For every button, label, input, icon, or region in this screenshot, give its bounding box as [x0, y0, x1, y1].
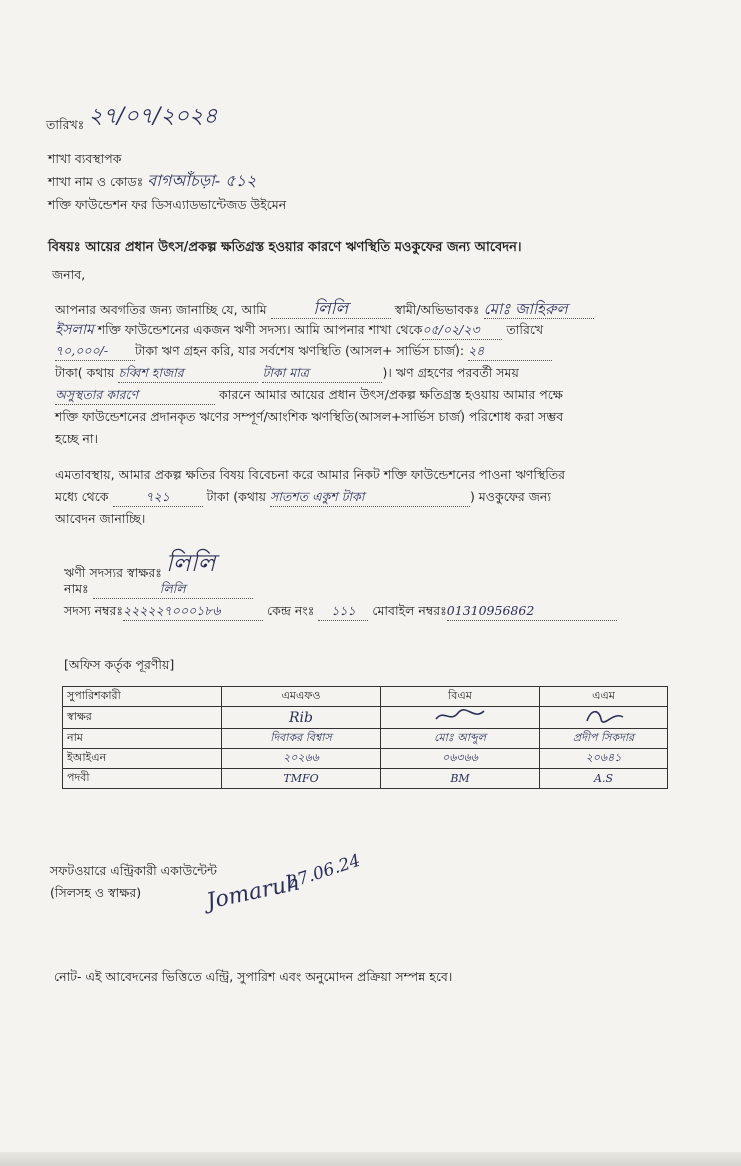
mfo-name: দিবাকর বিশ্বাস	[222, 729, 381, 749]
member-number-label: সদস্য নম্বরঃ	[64, 603, 124, 618]
accountant-title: সফটওয়ারে এন্ট্রিকারী একাউন্টেন্ট	[50, 863, 217, 878]
body-text: স্বামী/অভিভাবকঃ	[394, 302, 480, 317]
loan-amount: ৭০,০০০/-	[55, 342, 135, 361]
page-edge	[0, 1152, 741, 1166]
body-text: আপনার অবগতির জন্য জানাচ্ছি যে, আমি	[55, 302, 267, 317]
table-row	[63, 729, 668, 749]
bm-designation: BM	[381, 769, 540, 789]
bm-ein: ০৬৩৬৬	[381, 749, 540, 769]
am-designation: A.S	[540, 769, 668, 789]
bm-signature	[381, 707, 540, 729]
am-ein: ২০৬৪১	[540, 749, 668, 769]
branch-code: বাগআঁচড়া- ৫১২	[147, 171, 257, 190]
member-info-line	[64, 602, 617, 621]
date-line	[46, 104, 218, 134]
member-number: ২২২২২৭০০০১৮৬	[123, 602, 263, 621]
am-signature	[540, 707, 668, 729]
bm-name: মোঃ আব্দুল	[381, 729, 540, 749]
member-signature: লিলি	[165, 549, 216, 577]
mobile-number: 01310956862	[447, 602, 617, 621]
table-row	[63, 707, 668, 729]
body-text: মধ্যে থেকে	[55, 489, 109, 504]
accountant-seal-label: (সিলসহ ও স্বাক্ষর)	[50, 885, 142, 900]
accountant-date: 27.06.24	[284, 850, 363, 894]
signature-scribble-icon	[579, 707, 629, 725]
recipient-title: শাখা ব্যবস্থাপক	[48, 151, 122, 166]
row-label: ইআইএন	[63, 749, 222, 769]
body-p2-line-1: এমতাবস্থায়, আমার প্রকল্প ক্ষতির বিষয় বিবেচনা করে আমার নিকট শক্তি ফাউন্ডেশনের পাওনা ঋণস্থিতির	[55, 467, 566, 482]
branch-line	[48, 172, 256, 191]
recommendation-table	[62, 686, 668, 789]
header-cell: এএম	[540, 687, 668, 707]
am-name: প্রদীপ সিকদার	[540, 729, 668, 749]
table-header-row	[63, 687, 668, 707]
body-text: তারিখে	[506, 322, 544, 337]
body-p2-line-2	[55, 488, 551, 507]
mfo-designation: TMFO	[222, 769, 381, 789]
office-section-title: [অফিস কর্তৃক পূরণীয়]	[64, 657, 175, 672]
body-line-7: হচ্ছে না।	[55, 431, 98, 446]
loan-date: ০৫/০২/২৩	[422, 321, 502, 340]
header-cell: বিএম	[381, 687, 540, 707]
member-signature-line	[64, 549, 216, 582]
member-signature-label: ঋণী সদস্যর স্বাক্ষরঃ	[64, 565, 162, 580]
body-text: টাকা ঋণ গ্রহন করি, যার সর্বশেষ ঋণস্থিতি (আসল+ সার্ভিস চার্জ):	[135, 343, 465, 358]
row-label: নাম	[63, 729, 222, 749]
body-line-2	[55, 321, 543, 340]
body-line-3	[55, 342, 552, 361]
body-text: টাকা (কথায়	[206, 489, 266, 504]
body-line-5	[55, 386, 563, 405]
body-text: টাকা( কথায়	[55, 365, 115, 380]
guardian-name: মোঃ জাহিরুল	[484, 300, 594, 319]
accountant-signature: Jomaruh	[204, 870, 303, 915]
body-line-6: শক্তি ফাউন্ডেশনের প্রদানকৃত ঋণের সম্পূর্ণ/আংশিক ঋণস্থিতি(আসল+সার্ভিস চার্জ) পরিশোধ করা সম্ভব	[55, 409, 564, 424]
loan-balance: ২৪	[468, 342, 552, 361]
table-row	[63, 769, 668, 789]
member-name-label: নামঃ	[64, 581, 89, 596]
branch-label: শাখা নাম ও কোডঃ	[48, 174, 144, 189]
body-text: শক্তি ফাউন্ডেশনের একজন ঋণী সদস্য। আমি আপনার শাখা থেকে	[97, 322, 423, 337]
body-text: কারনে আমার আয়ের প্রধান উৎস/প্রকল্প ক্ষতিগ্রস্ত হওয়ায় আমার পক্ষে	[218, 387, 563, 402]
waive-words: সাতশত একুশ টাকা	[270, 488, 470, 507]
center-number: ১১১	[318, 602, 368, 621]
header-cell: সুপারিশকারী	[63, 687, 222, 707]
body-text: ) মওকুফের জন্য	[469, 489, 551, 504]
mfo-signature: Rib	[222, 707, 381, 729]
member-name: লিলি	[93, 580, 253, 599]
signature-scribble-icon	[430, 707, 490, 725]
body-line-1	[55, 300, 594, 319]
applicant-name: লিলি	[271, 300, 391, 319]
footer-note: নোট- এই আবেদনের ভিত্তিতে এন্ট্রি, সুপারিশ এবং অনুমোদন প্রক্রিয়া সম্পন্ন হবে।	[54, 969, 453, 984]
balance-words-cont: টাকা মাত্র	[262, 364, 382, 383]
damage-reason: অসুস্থতার কারণে	[55, 386, 215, 405]
waive-amount: ৭২১	[113, 488, 203, 507]
table-row	[63, 749, 668, 769]
organization-name: শক্তি ফাউন্ডেশন ফর ডিসএ্যাডভান্টেজড উইমেন	[48, 197, 287, 212]
guardian-name-cont: ইসলাম	[55, 322, 94, 338]
header-cell: এমএফও	[222, 687, 381, 707]
subject-line: বিষয়ঃ আয়ের প্রধান উৎস/প্রকল্প ক্ষতিগ্রস্ত হওয়ার কারণে ঋণস্থিতি মওকুফের জন্য আবেদন।	[48, 240, 522, 255]
balance-words: চব্বিশ হাজার	[118, 364, 258, 383]
member-name-line	[64, 580, 253, 599]
date-label: তারিখঃ	[46, 117, 85, 132]
mfo-ein: ২০২৬৬	[222, 749, 381, 769]
row-label: স্বাক্ষর	[63, 707, 222, 729]
center-label: কেন্দ্র নংঃ	[267, 603, 315, 618]
body-line-4	[55, 364, 519, 383]
mobile-label: মোবাইল নম্বরঃ	[372, 603, 447, 618]
row-label: পদবী	[63, 769, 222, 789]
body-text: )। ঋণ গ্রহণের পরবর্তী সময়	[382, 365, 519, 380]
body-p2-line-3: আবেদন জানাচ্ছি।	[55, 511, 146, 526]
salutation: জনাব,	[52, 267, 86, 282]
date-value: ২৭/০৭/২০২৪	[88, 104, 218, 129]
